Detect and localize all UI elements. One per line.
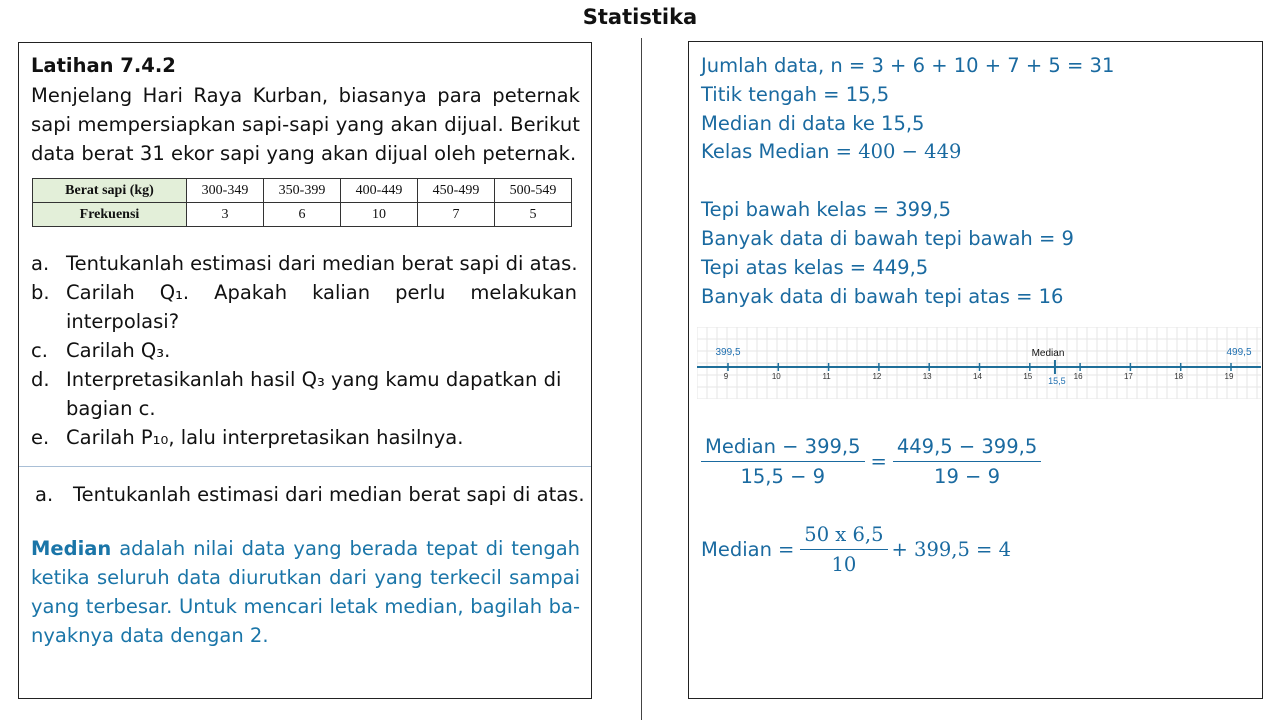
table-cell: 10 — [341, 203, 418, 227]
center-divider — [641, 38, 642, 720]
section-divider — [19, 466, 591, 467]
fraction-left-denominator: 15,5 − 9 — [740, 465, 826, 488]
frequency-table — [32, 178, 572, 227]
question-label: a. — [31, 252, 50, 275]
table-cell: 300-349 — [187, 179, 264, 203]
number-line-tick-label: 15 — [1023, 372, 1033, 381]
table-cell: 7 — [418, 203, 495, 227]
exercise-intro: Menjelang Hari Raya Kurban, biasanya para peternak sapi mempersiapkan sapi-sapi yang akan dijual. Berikut data berat 31 ekor sapi yang akan dijual oleh peternak. — [31, 84, 580, 165]
midpoint-line: Titik tengah = 15,5 — [701, 83, 890, 106]
number-line-tick-label: 16 — [1073, 372, 1083, 381]
question-a — [31, 249, 578, 278]
number-line-tick-label: 13 — [922, 372, 932, 381]
number-line-tick-label: 9 — [723, 372, 729, 381]
table-cell: 450-499 — [418, 179, 495, 203]
table-row — [33, 179, 572, 203]
median-definition — [31, 534, 580, 650]
median-lhs: Median — [701, 538, 772, 561]
lower-boundary-line: Tepi bawah kelas = 399,5 — [701, 198, 952, 221]
number-line-tick-label: 19 — [1224, 372, 1234, 381]
table-header-weight: Berat sapi (kg) — [33, 179, 187, 203]
median-result: + 399,5 = 4 — [891, 538, 1012, 561]
equation-proportion — [701, 435, 1041, 488]
question-text: Interpretasikanlah hasil Q₃ yang kamu dapatkan di — [66, 368, 562, 391]
question-d-continued: bagian c. — [66, 397, 156, 420]
fraction-left-numerator: Median − 399,5 — [701, 435, 865, 462]
question-d — [31, 365, 561, 394]
number-line-tick-label: 12 — [872, 372, 882, 381]
answer-question — [35, 483, 585, 506]
table-cell: 5 — [495, 203, 572, 227]
left-panel — [18, 42, 592, 699]
below-upper-count-line: Banyak data di bawah tepi atas = 16 — [701, 285, 1064, 308]
number-line-tick-label: 18 — [1174, 372, 1184, 381]
median-fraction-numerator: 50 x 6,5 — [800, 523, 887, 550]
question-c — [31, 336, 170, 365]
question-text: Carilah Q₃. — [66, 339, 171, 362]
answer-question-text: Tentukanlah estimasi dari median berat sapi di atas. — [73, 483, 585, 506]
page-title: Statistika — [582, 5, 698, 29]
table-cell: 500-549 — [495, 179, 572, 203]
question-b-continued: interpolasi? — [66, 310, 180, 333]
question-label: d. — [31, 368, 50, 391]
median-term: Median — [31, 537, 112, 560]
table-cell: 350-399 — [264, 179, 341, 203]
median-class-value: = 400 − 449 — [835, 140, 962, 163]
upper-boundary-label: 499,5 — [1226, 347, 1252, 358]
number-line-tick-label: 17 — [1123, 372, 1133, 381]
question-text: Tentukanlah estimasi dari median berat sapi di atas. — [66, 252, 578, 275]
equals-sign: = — [777, 538, 795, 561]
number-line — [697, 327, 1261, 399]
table-header-frequency: Frekuensi — [33, 203, 187, 227]
fraction-left — [701, 435, 865, 488]
upper-boundary-line: Tepi atas kelas = 449,5 — [701, 256, 929, 279]
question-label: e. — [31, 426, 50, 449]
median-class-label: Kelas Median — [701, 140, 830, 163]
equation-median — [701, 523, 1011, 576]
table-row — [33, 203, 572, 227]
fraction-right — [893, 435, 1041, 488]
question-label: c. — [31, 339, 48, 362]
table-cell: 400-449 — [341, 179, 418, 203]
number-line-tick-label: 14 — [973, 372, 982, 381]
question-e — [31, 423, 463, 452]
table-cell: 6 — [264, 203, 341, 227]
lower-boundary-label: 399,5 — [715, 347, 741, 358]
question-text: Carilah P₁₀, lalu interpretasikan hasilnya. — [66, 426, 464, 449]
median-position-line: Median di data ke 15,5 — [701, 112, 925, 135]
answer-label: a. — [35, 483, 54, 506]
median-definition-text: adalah nilai data yang berada tepat di tengah ketika seluruh data diurutkan dari yang terkecil sampai yang terbesar. Untuk mencari letak median, bagilah ba-nyaknya data dengan 2. — [31, 537, 581, 647]
fraction-right-numerator: 449,5 − 399,5 — [893, 435, 1041, 462]
median-fraction-denominator: 10 — [831, 553, 857, 576]
number-line-tick-label: 10 — [771, 372, 781, 381]
question-text: Carilah Q₁. Apakah kalian perlu melakukan — [66, 281, 577, 304]
right-panel — [688, 41, 1263, 699]
median-position-label: 15,5 — [1048, 376, 1066, 386]
total-data-line: Jumlah data, n = 3 + 6 + 10 + 7 + 5 = 31 — [701, 54, 1115, 77]
median-label: Median — [1031, 348, 1065, 359]
below-lower-count-line: Banyak data di bawah tepi bawah = 9 — [701, 227, 1074, 250]
number-line-tick-label: 11 — [822, 372, 831, 381]
median-class-line — [701, 140, 961, 163]
exercise-title: Latihan 7.4.2 — [31, 54, 176, 77]
question-b — [31, 278, 577, 307]
table-cell: 3 — [187, 203, 264, 227]
fraction-right-denominator: 19 − 9 — [934, 465, 1001, 488]
median-fraction — [800, 523, 887, 576]
equals-sign: = — [870, 450, 887, 473]
question-label: b. — [31, 281, 50, 304]
